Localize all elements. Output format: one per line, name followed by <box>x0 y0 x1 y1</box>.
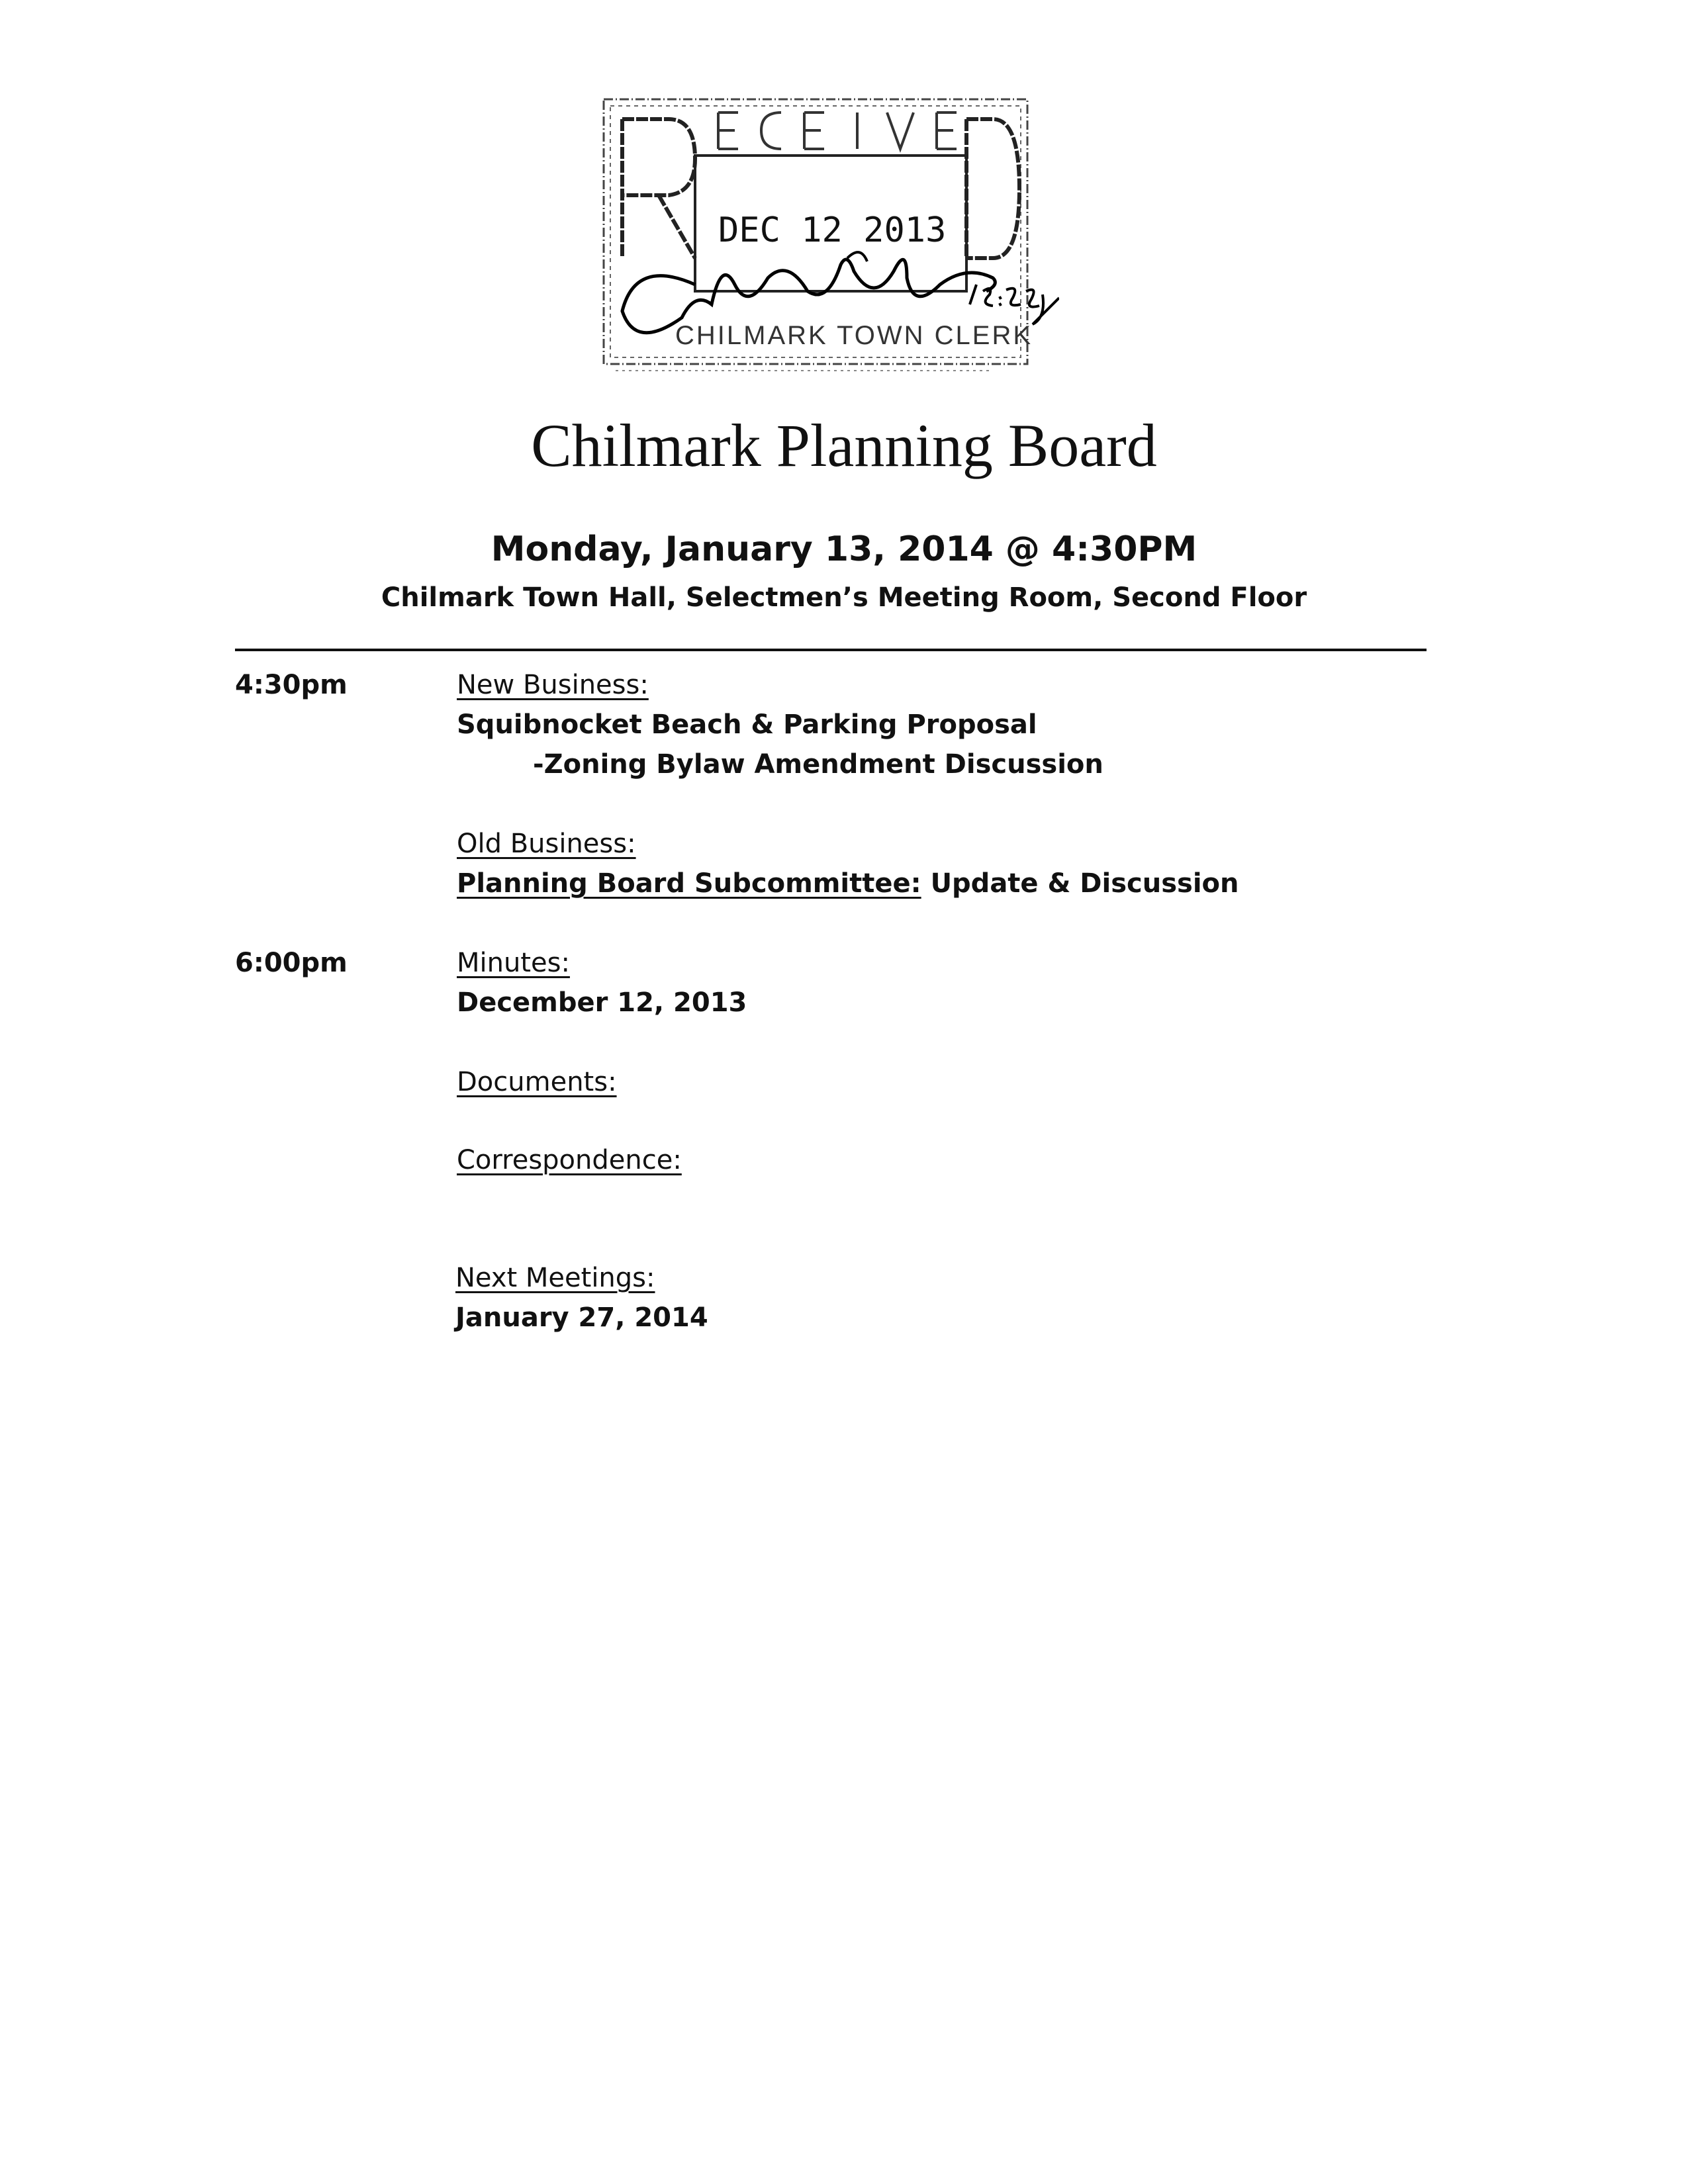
old-business-item-rest: Update & Discussion <box>921 868 1239 899</box>
old-business-heading: Old Business: <box>457 829 636 859</box>
new-business-item: Squibnocket Beach & Parking Proposal <box>457 709 1037 740</box>
correspondence-heading: Correspondence: <box>457 1145 682 1175</box>
old-business-item-underlined: Planning Board Subcommittee: <box>457 868 921 899</box>
svg-text:CHILMARK TOWN CLERK: CHILMARK TOWN CLERK <box>675 321 1033 350</box>
page-title: Chilmark Planning Board <box>531 412 1157 479</box>
minutes-item: December 12, 2013 <box>457 987 747 1018</box>
svg-text:DEC 12 2013: DEC 12 2013 <box>718 210 947 250</box>
meeting-datetime: Monday, January 13, 2014 @ 4:30PM <box>491 529 1197 569</box>
meeting-location: Chilmark Town Hall, Selectmen’s Meeting Room, Second Floor <box>381 582 1307 613</box>
agenda-time-1: 4:30pm <box>235 670 348 700</box>
old-business-item <box>457 868 1239 899</box>
documents-heading: Documents: <box>457 1067 617 1097</box>
agenda-time-2: 6:00pm <box>235 948 348 978</box>
next-meetings-heading: Next Meetings: <box>455 1263 655 1293</box>
new-business-subitem: -Zoning Bylaw Amendment Discussion <box>533 749 1103 780</box>
next-meetings-item: January 27, 2014 <box>455 1302 708 1333</box>
minutes-heading: Minutes: <box>457 948 570 978</box>
new-business-heading: New Business: <box>457 670 649 700</box>
